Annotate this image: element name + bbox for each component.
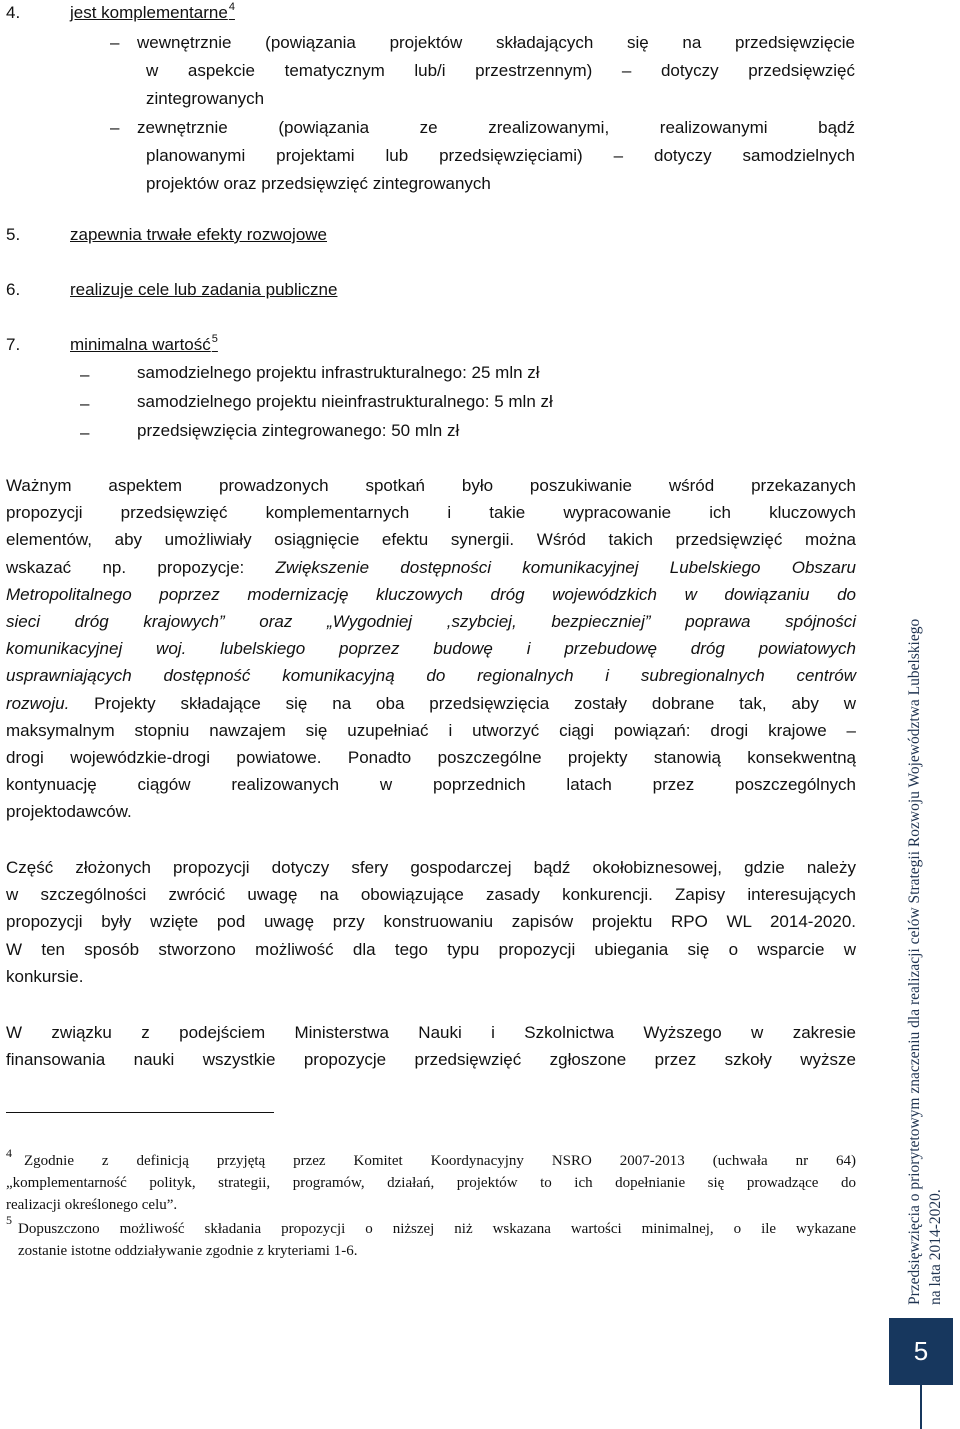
paragraph-line: rozwoju. Projekty składające się na oba przedsięwzięcia zostały dobrane tak, aby w — [6, 693, 856, 713]
footnote-line: zostanie istotne oddziaływanie zgodnie z kryteriami 1-6. — [18, 1243, 358, 1259]
list-item-6-label: realizuje cele lub zadania publiczne — [70, 280, 338, 299]
paragraph-3 — [6, 1019, 856, 1073]
paragraph-line: maksymalnym stopniu nawzajem się uzupełniać i utworzyć ciągi powiązań: drogi krajowe – — [6, 720, 856, 740]
paragraph-line: propozycji były wzięte pod uwagę przy konstruowaniu zapisów projektu RPO WL 2014-2020. — [6, 912, 856, 932]
bullet-line: zewnętrznie (powiązania ze zrealizowanymi, realizowanymi bądź — [137, 118, 855, 137]
bullet-line: przedsięwzięcia zintegrowanego: 50 mln zł — [137, 421, 460, 440]
bullet-dash: – — [80, 394, 90, 413]
bullet-line: samodzielnego projektu nieinfrastrukturalnego: 5 mln zł — [137, 392, 553, 411]
footnote-4 — [6, 1150, 856, 1216]
paragraph-line: konkursie. — [6, 966, 84, 986]
list-item-4-label: jest komplementarne$^4$ — [70, 1, 235, 22]
bullet-line: zintegrowanych — [146, 89, 265, 108]
paragraph-line: elementów, aby umożliwiały osiągnięcie efektu synergii. Wśród takich przedsięwzięć można — [6, 530, 856, 550]
footnote-ref-5[interactable]: 5 — [211, 333, 218, 345]
list-number-5: 5. — [6, 225, 21, 244]
paragraph-line: finansowania nauki wszystkie propozycje przedsięwzięć zgłoszone przez szkoły wyższe — [6, 1050, 856, 1070]
list-item-5-label: zapewnia trwałe efekty rozwojowe — [70, 225, 328, 244]
sidebar-document-title — [904, 595, 946, 1305]
page-number-line — [920, 1385, 922, 1429]
bullet-line: w aspekcie tematycznym lub/i przestrzennym) – dotyczy przedsięwzięć — [146, 61, 855, 80]
footnote-ref-4[interactable]: 4 — [228, 1, 235, 13]
footnote-line: Zgodnie z definicją przyjętą przez Komitet Koordynacyjny NSRO 2007-2013 (uchwała nr 64) — [24, 1153, 856, 1169]
sidebar-title-line: na lata 2014-2020. — [927, 1189, 944, 1305]
paragraph-line: W ten sposób stworzono możliwość dla tego typu propozycji ubiegania się o wsparcie w — [6, 939, 856, 959]
paragraph-line: W związku z podejściem Ministerstwa Nauki i Szkolnictwa Wyższego w zakresie — [6, 1023, 856, 1042]
paragraph-line: komunikacyjnej woj. lubelskiego poprzez budowę i przebudowę dróg powiatowych — [6, 639, 856, 659]
bullet-dash: – — [110, 118, 120, 137]
bullet-dash: – — [80, 365, 90, 384]
paragraph-line: sieci dróg krajowych” oraz „Wygodniej ,szybciej, bezpieczniej” poprawa spójności — [6, 611, 856, 631]
paragraph-line: drogi wojewódzkie-drogi powiatowe. Ponadto poszczególne projekty stanowią konsekwentną — [6, 747, 856, 767]
footnote-separator — [6, 1112, 274, 1113]
paragraph-line: w szczególności zwrócić uwagę na obowiązujące zasady konkurencji. Zapisy interesujących — [6, 885, 856, 905]
paragraph-line: Metropolitalnego poprzez modernizację kluczowych dróg wojewódzkich w dowiązaniu do — [6, 584, 856, 604]
page-number-badge: 5 — [889, 1318, 953, 1385]
paragraph-line: Część złożonych propozycji dotyczy sfery gospodarczej bądź okołobiznesowej, gdzie należy — [6, 858, 856, 877]
bullet-line: planowanymi projektami lub przedsięwzięciami) – dotyczy samodzielnych — [146, 146, 855, 165]
bullet-line: projektów oraz przedsięwzięć zintegrowanych — [146, 174, 491, 193]
sidebar-title-line: Przedsięwzięcia o priorytetowym znaczeniu dla realizacji celów Strategii Rozwoju Województwa Lubelskiego — [906, 618, 923, 1305]
list-item-7-label: minimalna wartość$^5$ — [70, 333, 218, 354]
footnote-5 — [18, 1218, 856, 1262]
footnote-number-5: 5 — [6, 1213, 12, 1227]
bullet-line: wewnętrznie (powiązania projektów składających się na przedsięwzięcie — [137, 33, 855, 52]
footnote-line: Dopuszczono możliwość składania propozycji o niższej niż wskazana wartości minimalnej, o ile wykazane — [18, 1221, 856, 1237]
bullet-dash: – — [80, 423, 90, 442]
bullet-line: samodzielnego projektu infrastrukturalnego: 25 mln zł — [137, 363, 540, 382]
footnote-number-4: 4 — [6, 1146, 12, 1160]
bullet-dash: – — [110, 33, 120, 52]
paragraph-line: usprawniających dostępność komunikacyjną do regionalnych i subregionalnych centrów — [6, 666, 856, 686]
footnote-line: „komplementarność polityk, strategii, programów, działań, projektów to ich dopełnianie się prowadzące do — [6, 1175, 856, 1191]
paragraph-1 — [6, 472, 856, 825]
list-number-6: 6. — [6, 280, 21, 299]
list-number-7: 7. — [6, 335, 21, 354]
paragraph-line: wskazać np. propozycje: Zwiększenie dostępności komunikacyjnej Lubelskiego Obszaru — [6, 557, 856, 577]
footnote-line: realizacji określonego celu”. — [6, 1197, 178, 1213]
paragraph-2 — [6, 854, 856, 990]
paragraph-line: propozycji przedsięwzięć komplementarnych i takie wypracowanie ich kluczowych — [6, 503, 856, 523]
paragraph-line: projektodawców. — [6, 802, 132, 822]
paragraph-line: kontynuację ciągów realizowanych w poprzednich latach przez poszczególnych — [6, 775, 856, 795]
paragraph-line: Ważnym aspektem prowadzonych spotkań było poszukiwanie wśród przekazanych — [6, 476, 856, 495]
list-number-4: 4. — [6, 3, 21, 22]
